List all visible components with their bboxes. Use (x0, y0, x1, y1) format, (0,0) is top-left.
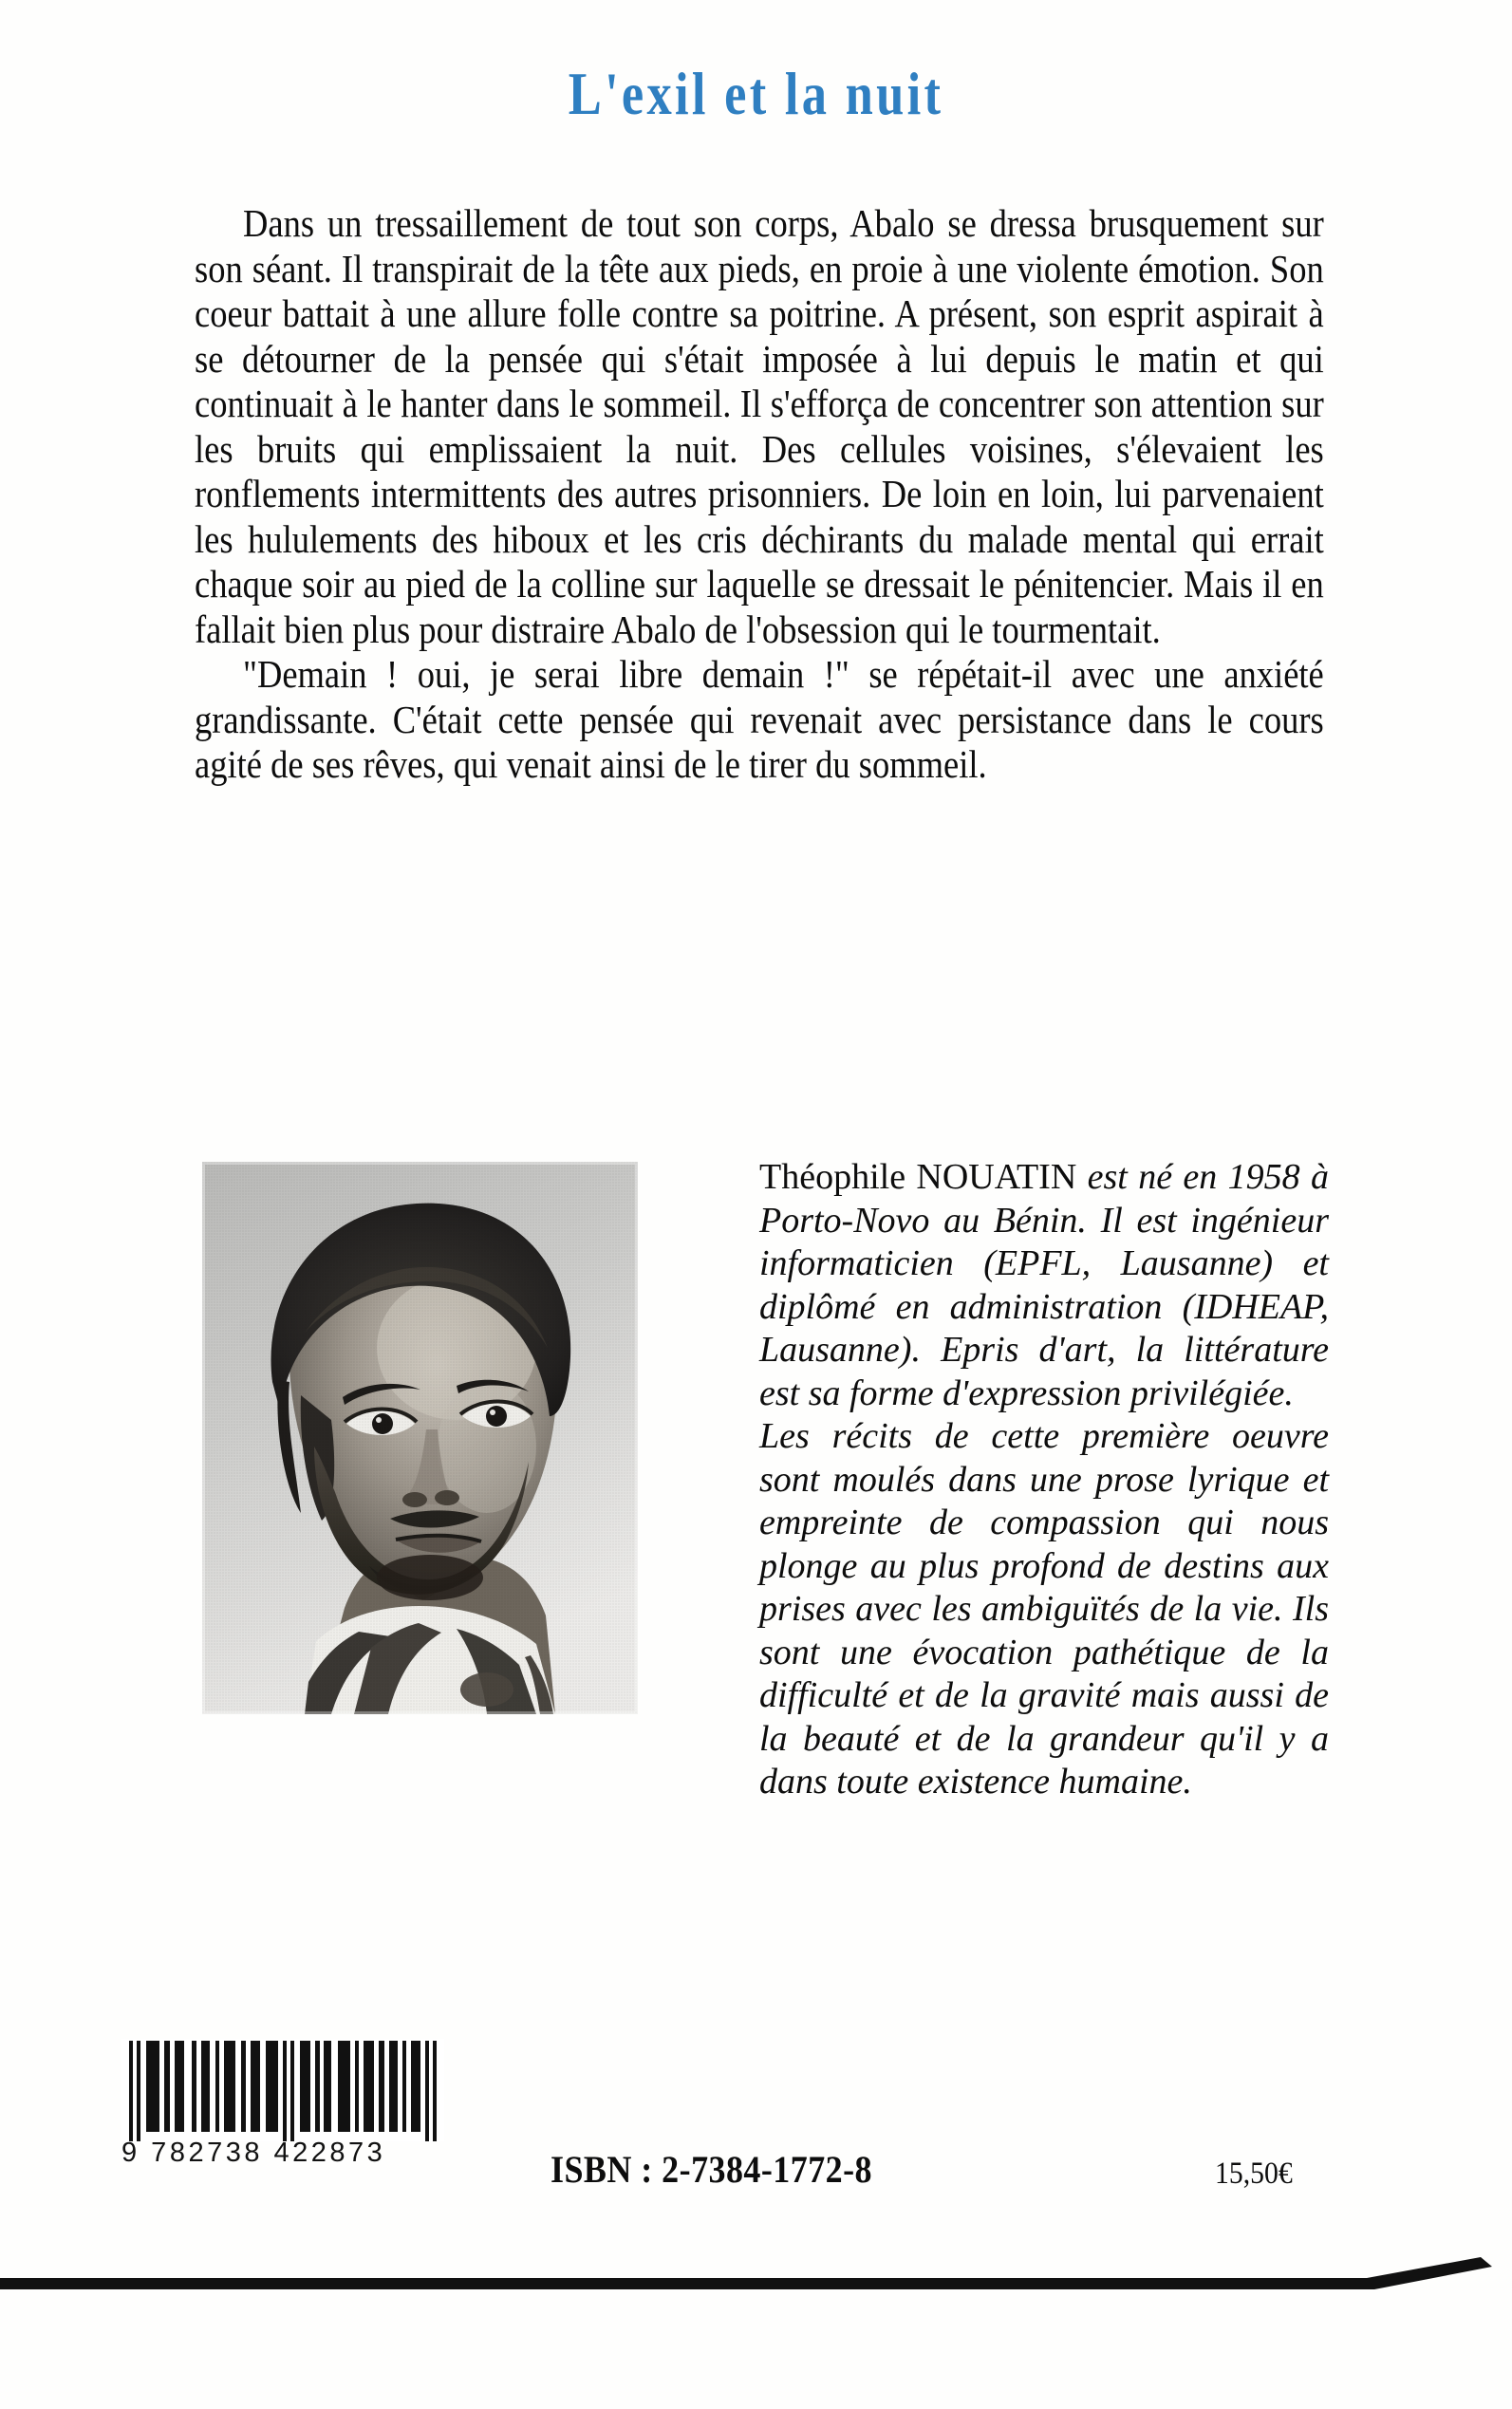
author-bio-paragraph-1 (759, 1156, 1329, 1415)
barcode-icon (121, 2039, 444, 2141)
bottom-rule-decoration (0, 2257, 1512, 2314)
isbn-label: ISBN : 2-7384-1772-8 (551, 2148, 873, 2191)
author-bio-text-1: est né en 1958 à Porto-Novo au Bénin. Il est ingénieur informaticien (EPFL, Lausanne) et diplômé en administration (IDHEAP, Lausanne). Epris d'art, la littérature est sa forme d'expression privilégiée. (759, 1157, 1329, 1413)
excerpt-text-block (195, 201, 1324, 788)
price-label: 15,50€ (1215, 2157, 1293, 2191)
portrait-image (202, 1162, 638, 1714)
author-bio-paragraph-2: Les récits de cette première oeuvre sont moulés dans une prose lyrique et empreinte de compassion qui nous plonge au plus profond de destins aux prises avec les ambiguïtés de la vie. Ils sont une évocation pathétique de la difficulté et de la gravité mais aussi de la beauté et de la grandeur qu'il y a dans toute existence humaine. (759, 1416, 1329, 1802)
author-portrait-photo (202, 1162, 638, 1714)
barcode-block (121, 2039, 444, 2169)
author-name: Théophile NOUATIN (759, 1157, 1077, 1197)
excerpt-paragraph: "Demain ! oui, je serai libre demain !" se répétait-il avec une anxiété grandissante. C'était cette pensée qui revenait avec persistance dans le cours agité de ses rêves, qui venait ainsi de le tirer du sommeil. (195, 652, 1324, 786)
author-bio-block (759, 1156, 1329, 1804)
barcode-digits: 9 782738 422873 (121, 2138, 386, 2168)
excerpt-paragraph: Dans un tressaillement de tout son corps, Abalo se dressa brusquement sur son séant. Il transpirait de la tête aux pieds, en proie à une violente émotion. Son coeur battait à une allure folle contre sa poitrine. A présent, son esprit aspirait à se détourner de la pensée qui s'était imposée à lui depuis le matin et qui continuait à le hanter dans le sommeil. Il s'efforça de concentrer son attention sur les bruits qui emplissaient la nuit. Des cellules voisines, s'élevaient les ronflements intermittents des autres prisonniers. De loin en loin, lui parvenaient les hululements des hiboux et les cris déchirants du malade mental qui errait chaque soir au pied de la colline sur laquelle se dressait le pénitencier. Mais il en fallait bien plus pour distraire Abalo de l'obsession qui le tourmentait. (195, 201, 1324, 651)
page-title: L'exil et la nuit (568, 60, 944, 127)
